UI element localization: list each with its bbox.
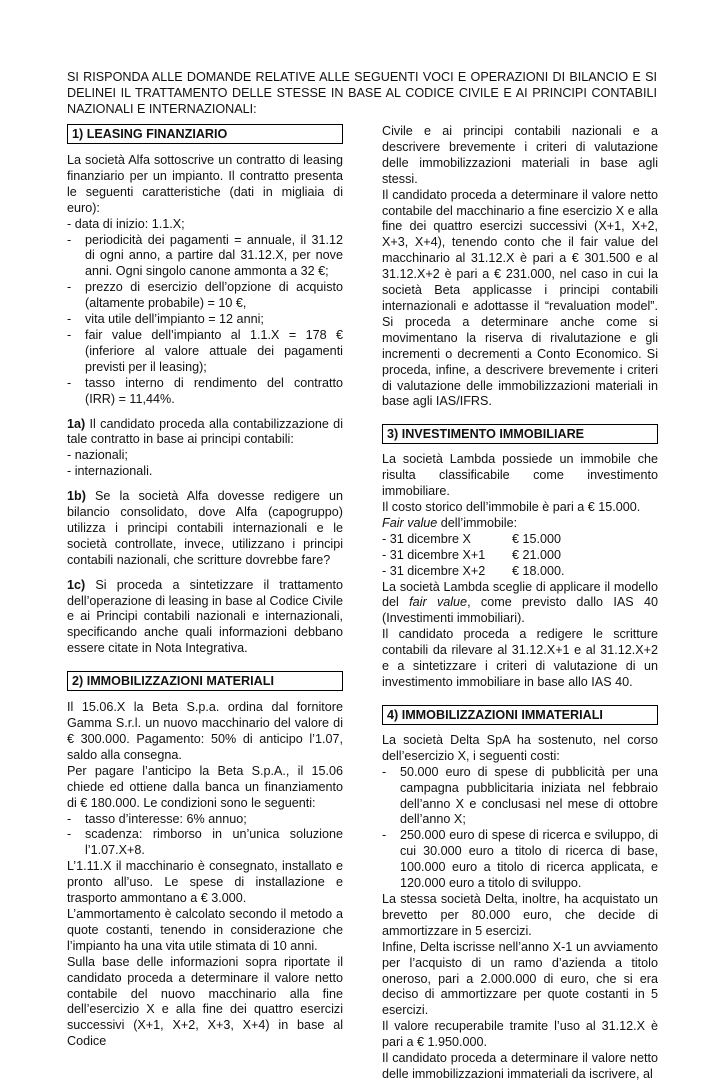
s2-paragraph-4: L’ammortamento è calcolato secondo il metodo a quote costanti, tenendo in considerazione che l’impianto ha una vita utile stimata di 10 anni. <box>67 906 343 953</box>
s1-conditions-list <box>67 233 343 408</box>
right-column <box>382 124 658 1083</box>
s3-paragraph-2: Il costo storico dell’immobile è pari a € 15.000. <box>382 500 641 515</box>
s4-paragraph-5: Il candidato proceda a determinare il valore netto delle immobilizzazioni immateriali da iscrivere, al <box>382 1051 658 1081</box>
s1-paragraph-1: La società Alfa sottoscrive un contratto di leasing finanziario per un impianto. Il contratto presenta le seguenti caratteristiche (dati in migliaia di euro): <box>67 153 343 215</box>
question-1a-option-international: - internazionali. <box>67 464 153 479</box>
s3-paragraph-3: La società Lambda sceglie di applicare il modello del fair value, come previsto dallo IAS 40 (Investimenti immobiliari). <box>382 579 658 626</box>
s4-paragraph-1: La società Delta SpA ha sostenuto, nel corso dell’esercizio X, i seguenti costi: <box>382 732 658 763</box>
fair-value-row: - 31 dicembre X € 15.000 <box>382 531 562 546</box>
section-1-title: 1) LEASING FINANZIARIO <box>67 124 343 144</box>
s4-paragraph-4: Il valore recuperabile tramite l’uso al 31.12.X è pari a € 1.950.000. <box>382 1019 658 1050</box>
fair-value-row: - 31 dicembre X+1 € 21.000 <box>382 547 562 562</box>
intro-instructions: SI RISPONDA ALLE DOMANDE RELATIVE ALLE SEGUENTI VOCI E OPERAZIONI DI BILANCIO E SI DELINEI IL TRATTAMENTO DELLE STESSE IN BASE AL CODICE CIVILE E AI PRINCIPI CONTABILI NAZIONALI E INTERNAZIONALI: <box>67 70 657 116</box>
s2-paragraph-6: Civile e ai principi contabili nazionali e a descrivere brevemente i criteri di valutazione delle immobilizzazioni materiali in base agli stessi. <box>382 124 658 186</box>
question-1a: 1a) Il candidato proceda alla contabilizzazione di tale contratto in base ai principi contabili: <box>67 416 343 447</box>
fair-value-row: - 31 dicembre X+2 € 18.000. <box>382 563 565 578</box>
s2-paragraph-2: Per pagare l’anticipo la Beta S.p.A., il 15.06 chiede ed ottiene dalla banca un finanziamento di € 180.000. Le condizioni sono le seguenti: <box>67 763 343 810</box>
s1-start-date: - data di inizio: 1.1.X; <box>67 216 185 231</box>
question-1a-option-national: - nazionali; <box>67 448 128 463</box>
s3-fair-value-heading: Fair value dell’immobile: <box>382 515 518 530</box>
list-item: - 250.000 euro di spese di ricerca e sviluppo, di cui 30.000 euro a titolo di ricerca di base, 100.000 euro a titolo di ricerca applicata, e 120.000 euro a titolo di sviluppo. <box>382 828 658 891</box>
s2-paragraph-5: Sulla base delle informazioni sopra riportate il candidato proceda a determinare il valore netto contabile del nuovo macchinario alla fine dell’esercizio X e alla fine dei quattro esercizi successivi (X+1, X+2, X+3, X+4) in base al Codice <box>67 954 343 1049</box>
s3-paragraph-4: Il candidato proceda a redigere le scritture contabili da rilevare al 31.12.X+1 e al 31.12.X+2 e a sintetizzare i criteri di valutazione di un investimento immobiliare in base allo IAS 40. <box>382 627 658 689</box>
list-item: - prezzo di esercizio dell’opzione di acquisto (altamente probabile) = 10 €, <box>67 280 343 311</box>
list-item: - scadenza: rimborso in un’unica soluzione l’1.07.X+8. <box>67 827 343 858</box>
s2-paragraph-1: Il 15.06.X la Beta S.p.a. ordina dal fornitore Gamma S.r.l. un nuovo macchinario del valore di € 300.000. Pagamento: 50% di anticipo l’1.07, saldo alla consegna. <box>67 700 343 762</box>
question-1b: 1b) Se la società Alfa dovesse redigere un bilancio consolidato, dove Alfa (capogruppo) utilizza i principi contabili internazionali e le società controllate, invece, utilizzano i principi contabili nazionali, che scritture dovrebbe fare? <box>67 489 343 567</box>
s2-paragraph-7: Il candidato proceda a determinare il valore netto contabile del macchinario a fine esercizio X e alla fine dei quattro esercizi successivi (X+1, X+2, X+3, X+4), tenendo conto che il fair value del macchinario al 31.12.X è pari a € 301.500 e al 31.12.X+2 è pari a € 231.000, nel caso in cui la società Beta applicasse i principi contabili internazionali e adottasse il “revaluation model”. Si proceda a determinare anche come si movimentano la riserva di rivalutazione e gli incrementi o decrementi a Conto Economico. Si proceda, infine, a descrivere brevemente i criteri di valutazione delle immobilizzazioni materiali in base agli IAS/IFRS. <box>382 187 658 409</box>
s2-loan-conditions <box>67 812 343 860</box>
section-2-title: 2) IMMOBILIZZAZIONI MATERIALI <box>67 671 343 691</box>
s3-paragraph-1: La società Lambda possiede un immobile che risulta classificabile come investimento immobiliare. <box>382 452 658 499</box>
section-4-title: 4) IMMOBILIZZAZIONI IMMATERIALI <box>382 705 658 725</box>
s4-costs-list <box>382 765 658 892</box>
list-item: - periodicità dei pagamenti = annuale, il 31.12 di ogni anno, a partire dal 31.12.X, per nove anni. Ogni singolo canone ammonta a 32 €; <box>67 232 343 279</box>
question-1c: 1c) Si proceda a sintetizzare il trattamento dell’operazione di leasing in base al Codice Civile e ai Principi contabili nazionali e internazionali, specificando anche quali informazioni debbano essere citate in Nota Integrativa. <box>67 577 343 656</box>
left-column <box>67 124 343 1050</box>
list-item: - tasso interno di rendimento del contratto (IRR) = 11,44%. <box>67 375 343 406</box>
s4-paragraph-3: Infine, Delta iscrisse nell’anno X-1 un avviamento per l’acquisto di un ramo d’azienda a titolo oneroso, pari a 2.000.000 di euro, che si era deciso di ammortizzare per quote costanti in 5 esercizi. <box>382 939 658 1018</box>
list-item: - fair value dell’impianto al 1.1.X = 178 € (inferiore al valore attuale dei pagamenti previsti per il leasing); <box>67 327 343 374</box>
s4-paragraph-2: La stessa società Delta, inoltre, ha acquistato un brevetto per 80.000 euro, che decide di ammortizzare in 5 esercizi. <box>382 891 658 938</box>
s2-paragraph-3: L’1.11.X il macchinario è consegnato, installato e pronto all’uso. Le spese di installazione e trasporto ammontano a € 3.000. <box>67 859 343 906</box>
section-3-title: 3) INVESTIMENTO IMMOBILIARE <box>382 424 658 444</box>
list-item: - 50.000 euro di spese di pubblicità per una campagna pubblicitaria iniziata nel febbraio dell’anno X e conclusasi nel mese di ottobre dell’anno X; <box>382 764 658 827</box>
list-item: - tasso d’interesse: 6% annuo; <box>67 811 247 826</box>
list-item: - vita utile dell’impianto = 12 anni; <box>67 312 264 327</box>
